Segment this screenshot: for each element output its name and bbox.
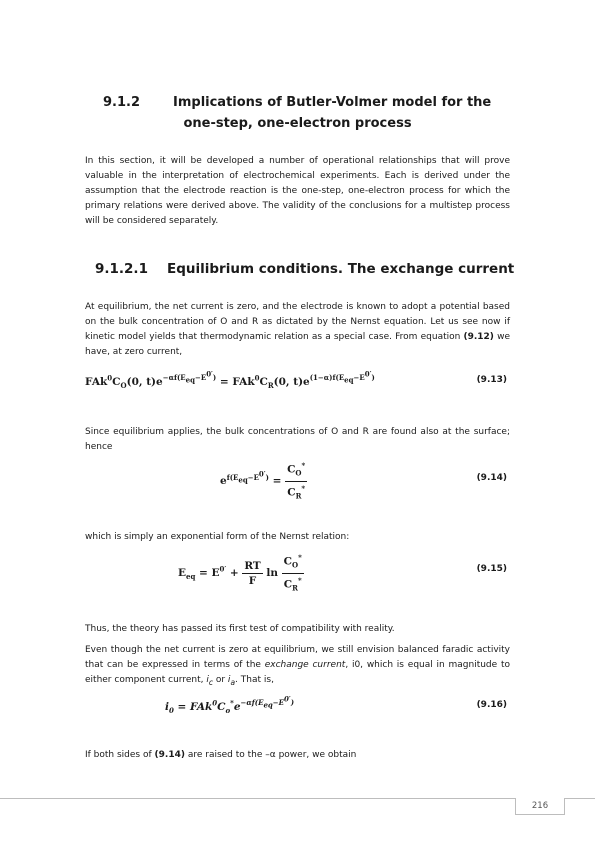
equation-9-16-label: (9.16) bbox=[476, 700, 507, 710]
anodic-current-symbol bbox=[228, 675, 235, 685]
equation-9-16: $i_0 = FAk^0C_o^*e^{-\alpha f(E_{eq}-E^{0'})}$ bbox=[165, 695, 295, 715]
ic-subscript: c bbox=[208, 677, 213, 687]
para5-text-b: , i0, which is equal in magnitude to either component current, bbox=[85, 660, 510, 685]
para6-text-a: If both sides of bbox=[85, 750, 155, 760]
nernst-concentration-fraction: $\frac{C_O^*}{C_R^*}$ bbox=[283, 553, 302, 593]
para1-ref: (9.12) bbox=[463, 332, 494, 342]
exchange-current-term: exchange current bbox=[264, 660, 346, 670]
ia-subscript: a bbox=[230, 677, 236, 687]
rt-over-f-fraction: $\frac{RT}{F}$ bbox=[244, 559, 261, 587]
section-title-line1: Implications of Butler-Volmer model for the bbox=[173, 95, 492, 110]
equation-9-15-label: (9.15) bbox=[476, 564, 507, 574]
para6-text-b: are raised to the –α power, we obtain bbox=[184, 750, 357, 760]
section-number: 9.1.2 bbox=[103, 95, 141, 110]
para1-text: At equilibrium, the net current is zero, and the electrode is known to adopt a potential based on the bulk concentration of O and R as dictated by the Nernst equation. Let us see now if kinetic model yields that thermodynamic relation as a special case. From equation bbox=[85, 302, 510, 342]
equation-9-13: $FAk^0C_O(0$, $t)e^{-\alpha f(E_{eq}-E^{0'})} = FAk^0C_R(0$, $t)e^{(1-\alpha)f(E_{eq}-E^{0'})}$ bbox=[85, 370, 375, 390]
para6-ref: (9.14) bbox=[154, 750, 185, 760]
para1-tail: we have, at zero current, bbox=[85, 332, 510, 357]
footer-divider bbox=[0, 798, 595, 799]
cathodic-current-symbol bbox=[206, 675, 213, 685]
surface-concentration-paragraph: Since equilibrium applies, the bulk concentrations of O and R are found also at the surface; hence bbox=[85, 427, 510, 452]
concentration-ratio-fraction: $\frac{C_O^*}{C_R^*}$ bbox=[287, 461, 306, 501]
subsection-title: Equilibrium conditions. The exchange current bbox=[167, 261, 515, 277]
equation-9-14: $e^{f(E_{eq}-E^{0'})}$ = $\frac{C_O^*}{C_R^*}$ bbox=[220, 461, 306, 501]
alpha-power-paragraph bbox=[85, 748, 510, 763]
page-number: 216 bbox=[515, 798, 565, 815]
ic-letter: i bbox=[206, 675, 209, 685]
subsection-number: 9.1.2.1 bbox=[95, 261, 148, 277]
para5-text-a: Even though the net current is zero at equilibrium, we still envision balanced faradic activity that can be expressed in terms of the bbox=[85, 645, 510, 670]
equation-9-15: $E_{eq} = E^{0'}$ + $\frac{RT}{F}$ ln $\frac{C_O^*}{C_R^*}$ bbox=[178, 553, 302, 593]
intro-paragraph: In this section, it will be developed a number of operational relationships that will prove valuable in the interpretation of electrochemical experiments. Each is derived under the assumption that the electrode reaction is the one-step, one-electron process for which the primary relations were derived above. The validity of the conclusions for a multistep process will be considered separately. bbox=[85, 156, 510, 226]
ia-letter: i bbox=[227, 675, 231, 685]
nernst-intro-paragraph: which is simply an exponential form of the Nernst relation: bbox=[85, 532, 350, 542]
compatibility-paragraph: Thus, the theory has passed its first test of compatibility with reality. bbox=[85, 624, 395, 634]
equation-9-14-label: (9.14) bbox=[476, 473, 507, 483]
equation-9-13-label: (9.13) bbox=[476, 375, 507, 385]
para5-or: or bbox=[212, 675, 228, 685]
equilibrium-paragraph bbox=[85, 300, 510, 360]
section-title-line2: one-step, one-electron process bbox=[183, 116, 412, 131]
exchange-current-paragraph bbox=[85, 643, 510, 690]
para5-text-c: . That is, bbox=[235, 675, 274, 685]
